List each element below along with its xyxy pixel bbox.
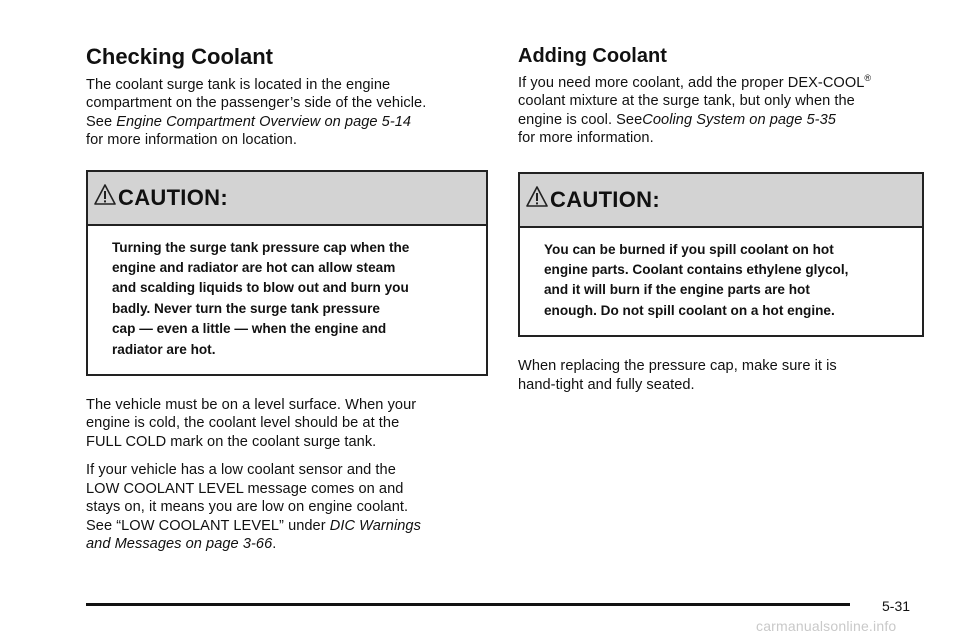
- pressure-cap-paragraph: [518, 357, 924, 394]
- left-column: [86, 44, 488, 563]
- intro-see: See: [86, 113, 113, 130]
- warning-triangle-icon: [526, 185, 548, 209]
- caution-header: [88, 172, 486, 226]
- cooling-system-reference: Cooling System on page 5-35: [642, 111, 836, 128]
- right-column: [518, 44, 924, 404]
- para3-line-2: LOW COOLANT LEVEL message comes on and: [86, 480, 404, 497]
- pressure-line-1: When replacing the pressure cap, make sure it is: [518, 358, 837, 375]
- para2-line-2: engine is cold, the coolant level should be at the: [86, 415, 400, 432]
- registered-mark: ®: [864, 73, 872, 84]
- para3-end: .: [272, 535, 277, 552]
- watermark: carmanualsonline.info: [756, 618, 897, 634]
- caution-text: [520, 228, 922, 336]
- section-heading-adding-coolant: Adding Coolant: [518, 45, 667, 67]
- caution-line-1: Turning the surge tank pressure cap when the: [112, 239, 410, 255]
- adding-line-2: coolant mixture at the surge tank, but only when the: [518, 93, 855, 110]
- caution-title: CAUTION:: [118, 184, 228, 210]
- adding-line-3: engine is cool. See: [518, 111, 643, 128]
- intro-line-2: compartment on the passenger’s side of the vehicle.: [86, 95, 427, 112]
- caution-title: CAUTION:: [550, 186, 660, 212]
- para2-line-3: FULL COLD mark on the coolant surge tank.: [86, 433, 377, 450]
- caution-text: [88, 226, 486, 374]
- caution-box-burn: [518, 172, 924, 338]
- caution-line-4: badly. Never turn the surge tank pressure: [112, 300, 380, 316]
- engine-compartment-reference: Engine Compartment Overview on page 5-14: [116, 113, 412, 130]
- para3-line-3: stays on, it means you are low on engine coolant.: [86, 499, 409, 516]
- low-coolant-sensor-paragraph: [86, 461, 488, 553]
- intro-tail: for more information on location.: [86, 132, 297, 149]
- pressure-line-2: hand-tight and fully seated.: [518, 376, 695, 393]
- dic-warnings-reference-2: and Messages on page 3-66: [86, 535, 273, 552]
- adding-coolant-paragraph: [518, 74, 924, 148]
- caution-box-surge-tank: [86, 170, 488, 376]
- caution-line-2: engine and radiator are hot can allow steam: [112, 260, 396, 276]
- footer-rule: [86, 603, 850, 606]
- intro-paragraph: [86, 76, 488, 150]
- intro-line-1: The coolant surge tank is located in the engine: [86, 77, 391, 93]
- section-heading-checking-coolant: Checking Coolant: [86, 44, 274, 69]
- adding-line-1: If you need more coolant, add the proper DEX-COOL: [518, 75, 865, 91]
- para2-line-1: The vehicle must be on a level surface. When your: [86, 397, 417, 414]
- caution-line-3: and scalding liquids to blow out and burn you: [112, 280, 409, 296]
- adding-line-4: for more information.: [518, 130, 654, 147]
- para3-line-1: If your vehicle has a low coolant sensor and the: [86, 462, 396, 479]
- level-surface-paragraph: [86, 396, 488, 451]
- caution-line-4: enough. Do not spill coolant on a hot engine.: [544, 302, 835, 318]
- caution-line-3: and it will burn if the engine parts are hot: [544, 282, 810, 298]
- caution-line-6: radiator are hot.: [112, 341, 216, 357]
- caution-line-1: You can be burned if you spill coolant on hot: [544, 241, 834, 257]
- dic-warnings-reference-1: DIC Warnings: [329, 517, 421, 534]
- caution-line-5: cap — even a little — when the engine and: [112, 321, 387, 337]
- warning-triangle-icon: [94, 183, 116, 207]
- caution-line-2: engine parts. Coolant contains ethylene glycol,: [544, 262, 849, 278]
- para3-see: See “LOW COOLANT LEVEL” under: [86, 517, 326, 534]
- caution-header: [520, 174, 922, 228]
- page-number: 5-31: [882, 598, 911, 614]
